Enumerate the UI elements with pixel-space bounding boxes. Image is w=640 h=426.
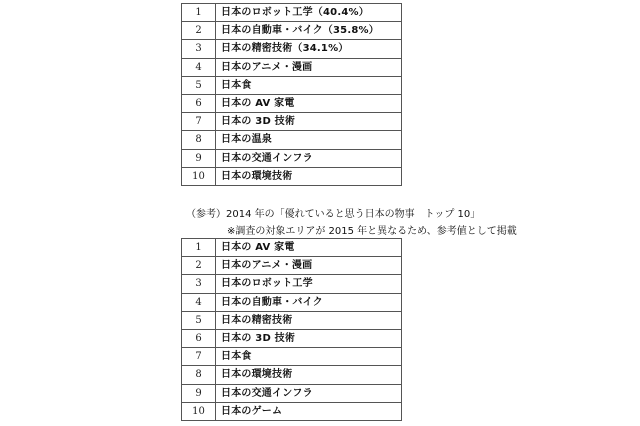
- table-row: [182, 329, 402, 347]
- table-row: [182, 94, 402, 112]
- rank-item: 日本のゲーム: [216, 402, 402, 420]
- rank-number: 8: [182, 131, 216, 149]
- rank-number: 5: [182, 76, 216, 94]
- rank-item: 日本のアニメ・漫画: [216, 58, 402, 76]
- rank-number: 7: [182, 348, 216, 366]
- rank-item: 日本の精密技術: [216, 311, 402, 329]
- rank-number: 6: [182, 94, 216, 112]
- rank-number: 1: [182, 4, 216, 22]
- rank-item: 日本の精密技術（34.1%）: [216, 40, 402, 58]
- table-row: [182, 384, 402, 402]
- rank-item: 日本食: [216, 76, 402, 94]
- table-row: [182, 22, 402, 40]
- rank-item: 日本のロボット工学: [216, 275, 402, 293]
- rank-item: 日本の温泉: [216, 131, 402, 149]
- ranking-table-2015: [181, 3, 402, 186]
- rank-item: 日本の環境技術: [216, 167, 402, 185]
- table-row: [182, 131, 402, 149]
- rank-item: 日本の AV 家電: [216, 94, 402, 112]
- rank-item: 日本の自動車・バイク（35.8%）: [216, 22, 402, 40]
- rank-number: 4: [182, 293, 216, 311]
- table-row: [182, 58, 402, 76]
- rank-number: 9: [182, 384, 216, 402]
- rank-number: 3: [182, 40, 216, 58]
- table-row: [182, 40, 402, 58]
- rank-number: 7: [182, 113, 216, 131]
- table-row: [182, 402, 402, 420]
- table-row: [182, 311, 402, 329]
- rank-number: 1: [182, 239, 216, 257]
- rank-item: 日本の環境技術: [216, 366, 402, 384]
- rank-item: 日本の自動車・バイク: [216, 293, 402, 311]
- table-row: [182, 293, 402, 311]
- table-row: [182, 4, 402, 22]
- ranking-table-2014: [181, 238, 402, 421]
- rank-item: 日本の 3D 技術: [216, 329, 402, 347]
- table-row: [182, 366, 402, 384]
- table-row: [182, 113, 402, 131]
- rank-number: 8: [182, 366, 216, 384]
- rank-number: 3: [182, 275, 216, 293]
- rank-item: 日本の交通インフラ: [216, 384, 402, 402]
- rank-item: 日本の交通インフラ: [216, 149, 402, 167]
- reference-note: ※調査の対象エリアが 2015 年と異なるため、参考値として掲載: [227, 226, 517, 237]
- rank-number: 10: [182, 402, 216, 420]
- reference-caption: （参考）2014 年の「優れていると思う日本の物事 トップ 10」: [186, 209, 481, 220]
- table-row: [182, 257, 402, 275]
- table-row: [182, 239, 402, 257]
- rank-number: 9: [182, 149, 216, 167]
- rank-number: 4: [182, 58, 216, 76]
- rank-item: 日本食: [216, 348, 402, 366]
- rank-number: 6: [182, 329, 216, 347]
- rank-number: 2: [182, 22, 216, 40]
- rank-item: 日本の AV 家電: [216, 239, 402, 257]
- table-row: [182, 348, 402, 366]
- table-row: [182, 149, 402, 167]
- rank-item: 日本のアニメ・漫画: [216, 257, 402, 275]
- table-row: [182, 76, 402, 94]
- table-row: [182, 167, 402, 185]
- rank-number: 2: [182, 257, 216, 275]
- rank-item: 日本の 3D 技術: [216, 113, 402, 131]
- rank-number: 10: [182, 167, 216, 185]
- table-row: [182, 275, 402, 293]
- rank-number: 5: [182, 311, 216, 329]
- rank-item: 日本のロボット工学（40.4%）: [216, 4, 402, 22]
